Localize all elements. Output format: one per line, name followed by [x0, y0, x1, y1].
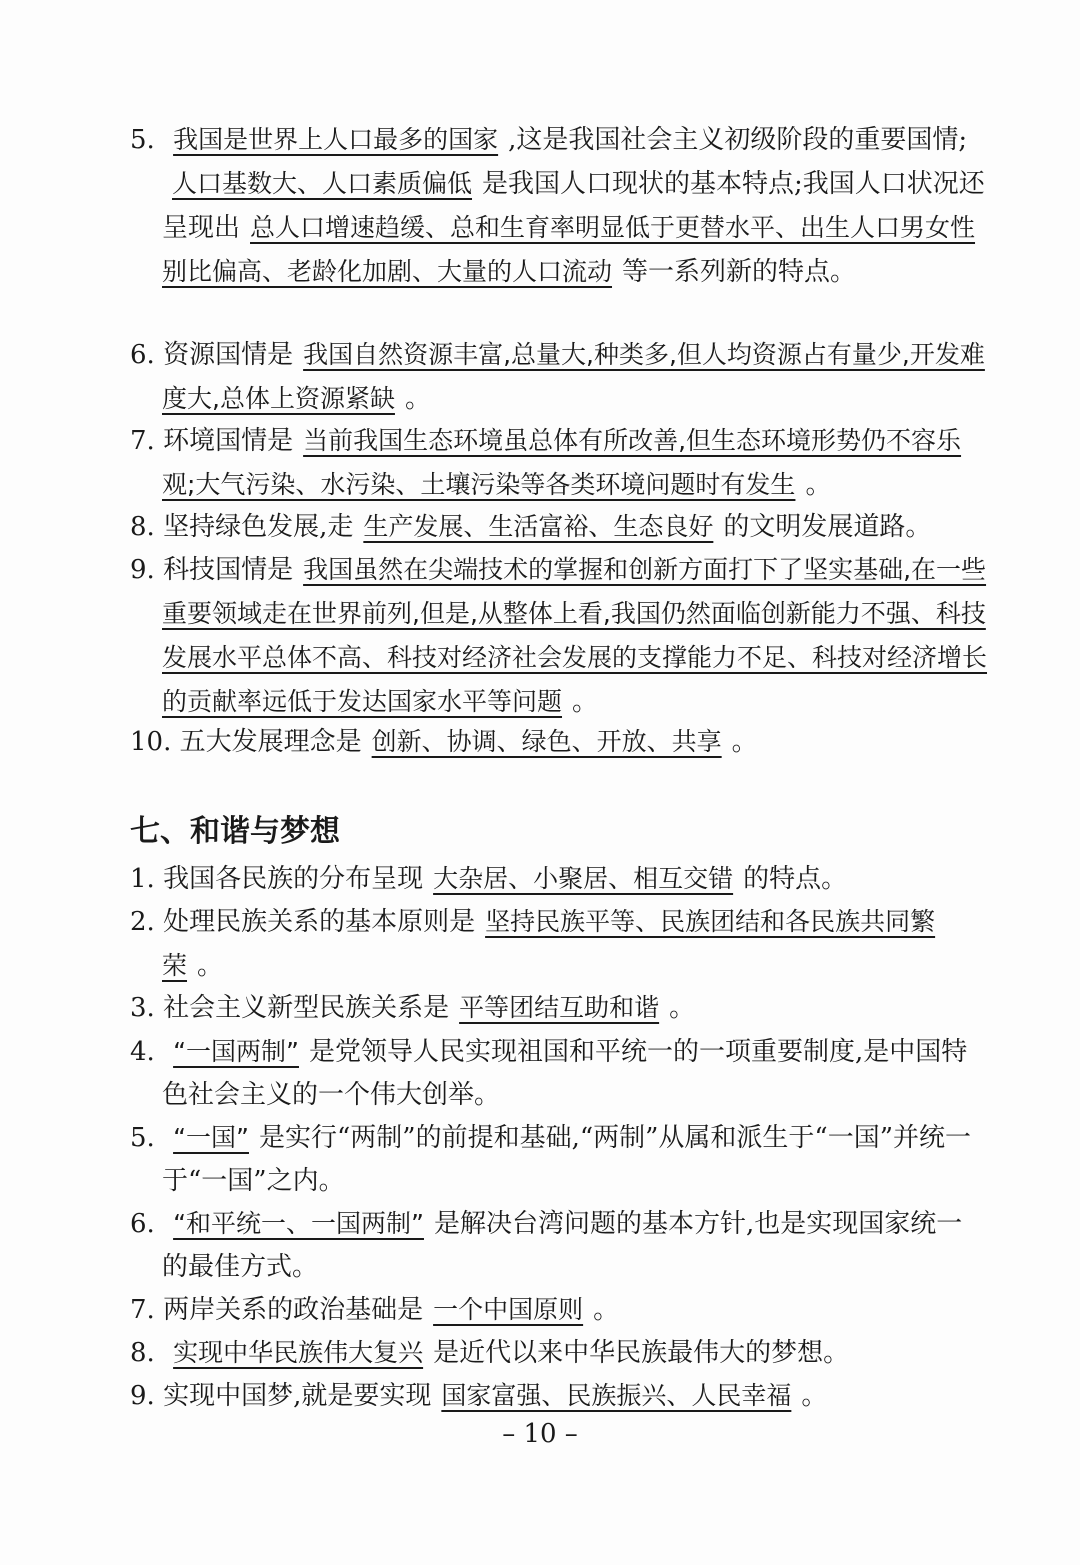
answer-blank: 当前我国生态环境虽总体有所改善,但生态环境形势仍不容乐观;大气污染、水污染、土壤污染等各类环境问题时有发生: [162, 426, 962, 499]
answer-blank: 我国虽然在尖端技术的掌握和创新方面打下了坚实基础,在一些重要领域走在世界前列,但是,从整体上看,我国仍然面临创新能力不强、科技发展水平总体不高、科技对经济社会发展的支撑能力不足、科技对经济增长的贡献率远低于发达国家水平等问题: [162, 555, 988, 716]
answer-blank: 我国是世界上人口最多的国家: [173, 125, 499, 154]
list-item: [130, 1374, 987, 1418]
answer-blank: 国家富强、民族振兴、人民幸福: [441, 1381, 792, 1410]
item-number: 1.: [130, 864, 155, 894]
item-text: ,这是我国社会主义初级阶段的重要国情;: [508, 125, 968, 155]
answer-blank: 创新、协调、绿色、开放、共享: [371, 727, 722, 756]
answer-blank: 人口基数大、人口素质偏低: [172, 169, 473, 198]
item-text: 是实行“两制”的前提和基础,“两制”从属和派生于“一国”并统一于“一国”之内。: [162, 1123, 972, 1196]
list-item: [130, 900, 987, 988]
item-text: 。: [801, 1381, 828, 1411]
list-item: [130, 548, 987, 724]
item-text: 科技国情是: [163, 555, 294, 585]
answer-blank: 一个中国原则: [433, 1295, 584, 1324]
item-number: 5.: [130, 1123, 155, 1153]
item-text: 环境国情是: [163, 426, 294, 456]
item-text: 。: [805, 470, 832, 500]
item-text: 两岸关系的政治基础是: [163, 1295, 424, 1325]
item-text: 五大发展理念是: [179, 727, 362, 757]
page-number: – 10 –: [502, 1419, 578, 1449]
answer-blank: 大杂居、小聚居、相互交错: [433, 864, 734, 893]
item-number: 7.: [130, 426, 155, 456]
item-text: 。: [197, 951, 224, 981]
list-item: [130, 1116, 987, 1203]
item-text: 是近代以来中华民族最伟大的梦想。: [433, 1338, 850, 1368]
item-number: 4.: [130, 1037, 155, 1067]
list-item: [130, 1331, 987, 1375]
item-text: 。: [572, 687, 599, 717]
item-text: 坚持绿色发展,走: [163, 512, 354, 542]
item-text: 是我国人口现状的基本特点;我国人口状况还呈现出: [162, 169, 985, 243]
item-number: 9.: [130, 1381, 155, 1411]
answer-blank: “和平统一、一国两制”: [173, 1209, 424, 1238]
item-number: 6.: [130, 340, 155, 370]
item-text: 的特点。: [743, 864, 848, 894]
answer-blank: 坚持民族平等、民族团结和各民族共同繁荣: [162, 907, 936, 980]
answer-blank: 平等团结互助和谐: [459, 993, 660, 1022]
list-item: [130, 505, 987, 549]
list-item: [130, 419, 987, 507]
answer-blank: 实现中华民族伟大复兴: [173, 1338, 424, 1367]
list-item: [130, 720, 999, 764]
item-number: 8.: [130, 1338, 155, 1368]
item-number: 10.: [130, 727, 172, 757]
item-text: 我国各民族的分布呈现: [163, 864, 424, 894]
item-number: 9.: [130, 555, 155, 585]
list-item: [130, 1030, 987, 1117]
section-heading: 七、和谐与梦想: [130, 814, 340, 849]
list-item: [130, 1202, 987, 1289]
item-text: 的文明发展道路。: [723, 512, 932, 542]
item-text: 资源国情是: [163, 340, 294, 370]
list-item: [130, 118, 987, 294]
answer-blank: “一国两制”: [173, 1037, 299, 1066]
list-item: [130, 333, 987, 421]
item-text: 。: [404, 384, 431, 414]
item-text: 实现中国梦,就是要实现: [163, 1381, 432, 1411]
item-text: 是党领导人民实现祖国和平统一的一项重要制度,是中国特色社会主义的一个伟大创举。: [162, 1037, 968, 1110]
item-number: 6.: [130, 1209, 155, 1239]
item-text: 处理民族关系的基本原则是: [163, 907, 476, 937]
answer-blank: 我国自然资源丰富,总量大,种类多,但人均资源占有量少,开发难度大,总体上资源紧缺: [162, 340, 985, 413]
answer-blank: 生产发展、生活富裕、生态良好: [363, 512, 714, 541]
list-item: [130, 1288, 987, 1332]
item-text: 等一系列新的特点。: [622, 257, 857, 287]
item-number: 7.: [130, 1295, 155, 1325]
item-text: 。: [731, 727, 758, 757]
list-item: [130, 857, 987, 901]
answer-blank: “一国”: [173, 1123, 249, 1152]
item-text: 社会主义新型民族关系是: [163, 993, 450, 1023]
item-number: 2.: [130, 907, 155, 937]
item-text: 。: [669, 993, 696, 1023]
item-number: 8.: [130, 512, 155, 542]
answer-blank: 总人口增速趋缓、总和生育率明显低于更替水平、出生人口男女性别比偏高、老龄化加剧、大量的人口流动: [162, 213, 976, 286]
item-number: 5.: [130, 125, 155, 155]
item-text: 是解决台湾问题的基本方针,也是实现国家统一的最佳方式。: [162, 1209, 963, 1282]
item-number: 3.: [130, 993, 155, 1023]
item-text: 。: [593, 1295, 620, 1325]
list-item: [130, 986, 987, 1030]
